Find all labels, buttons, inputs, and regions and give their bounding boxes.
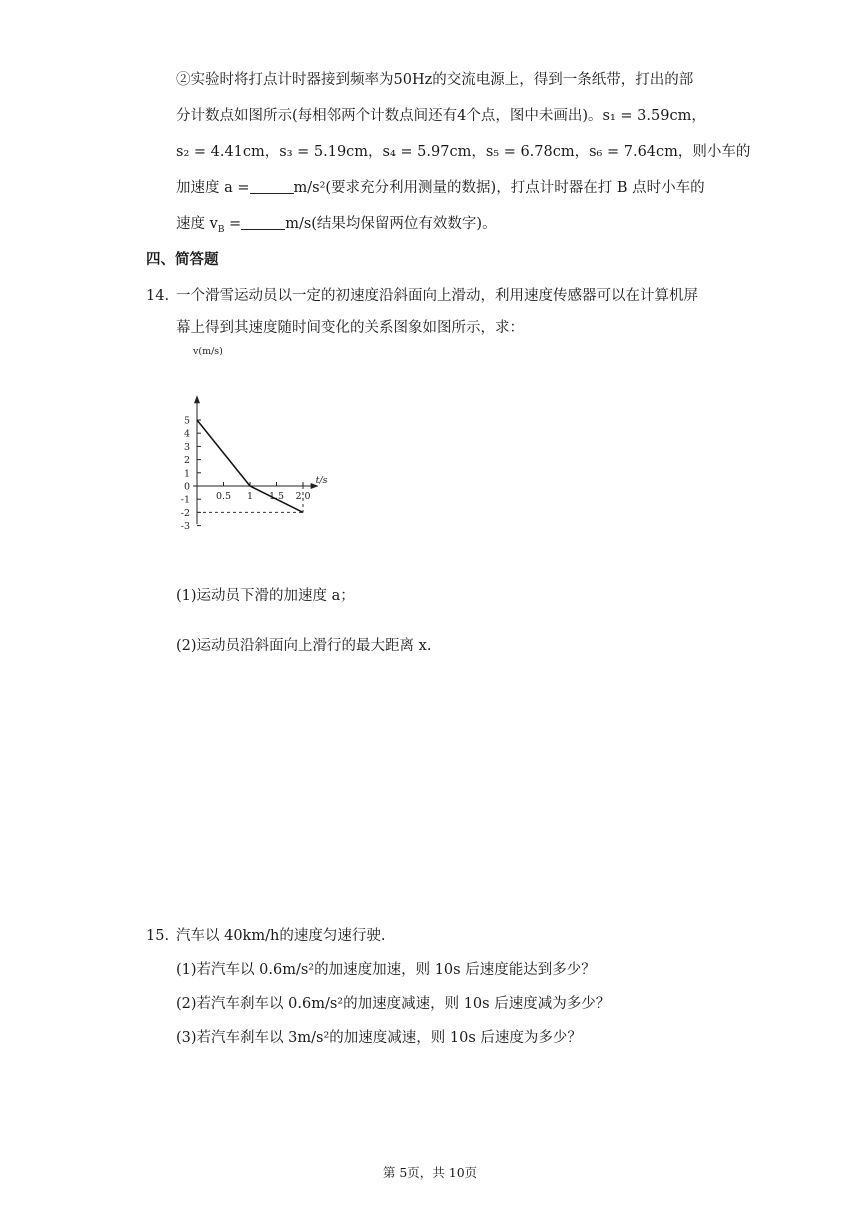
x-tick-label: 0.5 (215, 491, 232, 502)
q14-number: 14. (146, 288, 170, 304)
section-heading: 四、简答题 (146, 251, 219, 268)
q14-line1: 一个滑雪运动员以一定的初速度沿斜面向上滑动，利用速度传感器可以在计算机屏 (176, 288, 698, 304)
q13-line5-prefix: 速度 v (176, 216, 218, 232)
q15-sub2: (2)若汽车刹车以 0.6m/s²的加速度减速，则 10s 后速度减为多少？ (176, 996, 611, 1012)
q14-line2: 幕上得到其速度随时间变化的关系图象如图所示，求： (176, 320, 524, 336)
q14-sub2: (2)运动员沿斜面向上滑行的最大距离 x. (176, 638, 432, 654)
origin-label: 0 (183, 481, 190, 493)
y-tick-label: -2 (180, 507, 190, 519)
answer-blank-acceleration[interactable] (250, 179, 294, 194)
x-tick-label: 2.0 (295, 491, 311, 502)
q15-number: 15. (146, 928, 170, 944)
q13-line4-suffix: m/s²(要求充分利用测量的数据)，打点计时器在打 B 点时小车的 (293, 180, 705, 196)
y-axis-label: v(m/s) (193, 346, 223, 357)
page-footer: 第 5页，共 10页 (382, 1165, 478, 1180)
y-tick-label: 5 (183, 415, 190, 427)
y-axis-arrow (194, 395, 200, 403)
q13-line5-equals: = (224, 216, 242, 232)
q15-line1: 汽车以 40km/h的速度匀速行驶. (176, 928, 386, 944)
x-axis-label: t/s (315, 475, 328, 486)
y-tick-label: 2 (183, 455, 190, 467)
y-tick-label: 3 (183, 441, 190, 453)
q13-line5-subscript: B (217, 224, 225, 235)
q15-sub3: (3)若汽车刹车以 3m/s²的加速度减速，则 10s 后速度为多少？ (176, 1030, 582, 1046)
q13-line3: s₂ = 4.41cm，s₃ = 5.19cm，s₄ = 5.97cm，s₅ = 6.78cm，s₆ = 7.64cm，则小车的 (176, 144, 751, 160)
q13-line4 (176, 178, 705, 198)
q15-sub1: (1)若汽车以 0.6m/s²的加速度加速，则 10s 后速度能达到多少？ (176, 962, 596, 978)
y-tick-label: -1 (180, 494, 190, 506)
x-tick-label: 1.5 (268, 491, 285, 502)
q13-line5 (176, 214, 497, 240)
q14-sub1: (1)运动员下滑的加速度 a； (176, 588, 355, 604)
q13-line5-suffix: m/s(结果均保留两位有效数字)。 (285, 216, 497, 232)
q13-line2: 分计数点如图所示(每相邻两个计数点间还有4个点，图中未画出)。s₁ = 3.59cm， (176, 108, 706, 124)
q13-line1: ②实验时将打点计时器接到频率为50Hz的交流电源上，得到一条纸带，打出的部 (176, 72, 694, 88)
answer-blank-velocity[interactable] (241, 215, 285, 230)
q13-line4-prefix: 加速度 a = (176, 180, 250, 196)
y-tick-label: -3 (180, 521, 190, 533)
velocity-time-graph (176, 338, 356, 562)
x-tick-label: 1 (246, 491, 254, 502)
y-tick-label: 1 (183, 468, 190, 480)
y-tick-label: 4 (183, 428, 190, 440)
